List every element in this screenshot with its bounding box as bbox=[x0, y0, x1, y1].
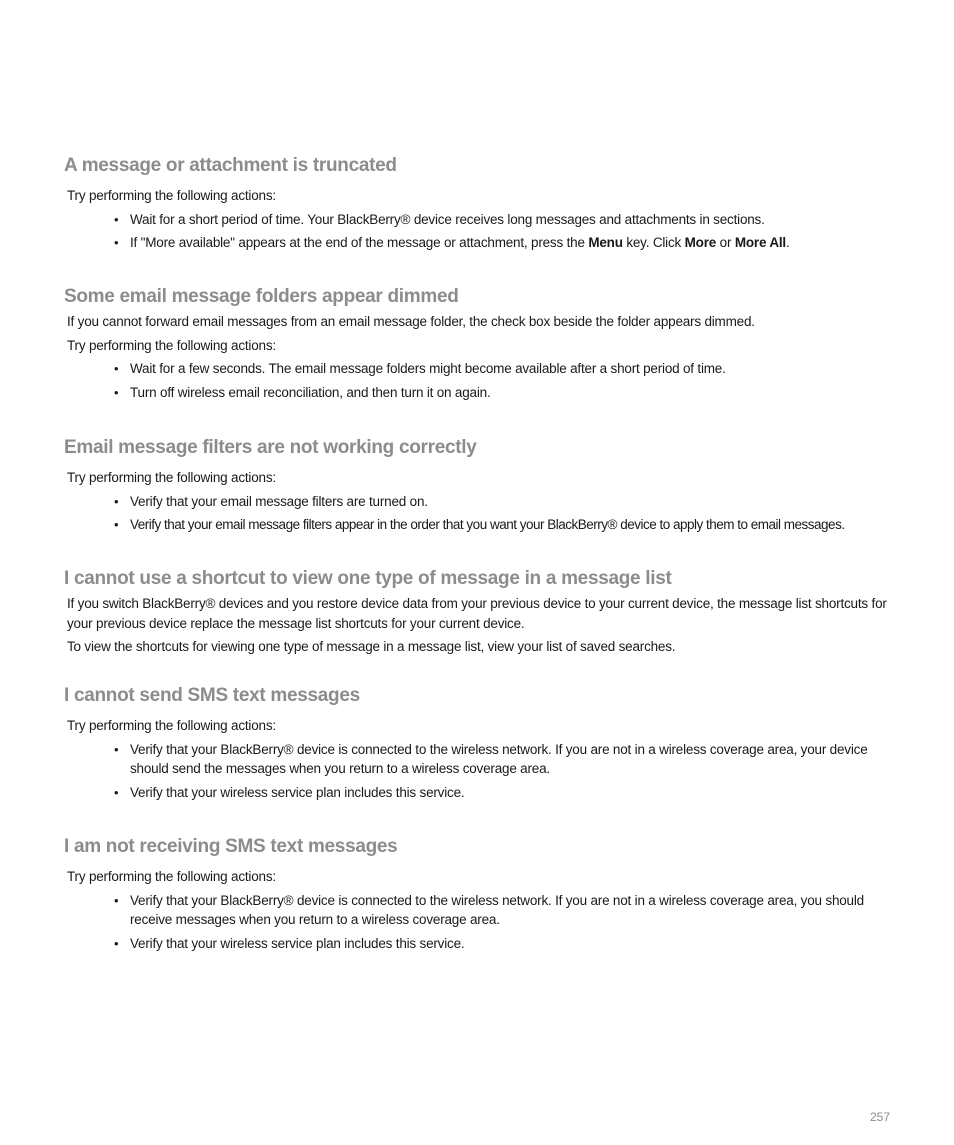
bullet-item: • Verify that your wireless service plan includes this service. bbox=[64, 783, 892, 803]
bullet-item: • Verify that your email message filters are turned on. bbox=[64, 492, 892, 512]
paragraph: Try performing the following actions: bbox=[67, 869, 276, 884]
paragraph: If you switch BlackBerry® devices and you restore device data from your previous device to your current device, the message list shortcuts for your previous device replace the message list shortcuts for your current device. bbox=[67, 596, 887, 631]
section-heading: Some email message folders appear dimmed bbox=[64, 286, 459, 307]
bullet-list bbox=[64, 359, 892, 402]
section-folders-dimmed bbox=[64, 286, 892, 402]
paragraph: Try performing the following actions: bbox=[67, 470, 276, 485]
section-message-truncated bbox=[64, 155, 892, 253]
section-heading: I cannot send SMS text messages bbox=[64, 685, 360, 706]
paragraph: To view the shortcuts for viewing one type of message in a message list, view your list of saved searches. bbox=[67, 639, 676, 654]
menu-key-label: Menu bbox=[588, 235, 623, 250]
paragraph: Try performing the following actions: bbox=[67, 718, 276, 733]
section-heading: A message or attachment is truncated bbox=[64, 155, 397, 176]
bullet-item: • Wait for a few seconds. The email message folders might become available after a short period of time. bbox=[64, 359, 892, 379]
more-all-option-label: More All bbox=[734, 235, 786, 250]
paragraph: Try performing the following actions: bbox=[67, 337, 276, 353]
bullet-list bbox=[64, 492, 892, 535]
section-cannot-send-sms bbox=[64, 685, 892, 802]
bullet-list bbox=[64, 210, 892, 253]
paragraph: If you cannot forward email messages from an email message folder, the check box beside the folder appears dimmed. bbox=[67, 314, 755, 329]
more-option-label: More bbox=[684, 235, 717, 250]
bullet-item: • Verify that your BlackBerry® device is connected to the wireless network. If you are not in a wireless coverage area, you should receive messages when you return to a wireless coverage area. bbox=[64, 891, 892, 930]
bullet-item: • Verify that your wireless service plan includes this service. bbox=[64, 934, 892, 954]
section-not-receiving-sms bbox=[64, 836, 892, 953]
bullet-list bbox=[64, 740, 892, 803]
bullet-item: • Turn off wireless email reconciliation, and then turn it on again. bbox=[64, 383, 892, 403]
paragraph: Try performing the following actions: bbox=[67, 188, 276, 203]
bullet-item: • If "More available" appears at the end of the message or attachment, press the Menu key. Click More or More All. bbox=[64, 233, 892, 253]
section-heading: Email message filters are not working correctly bbox=[64, 437, 477, 458]
page-number: 257 bbox=[869, 1110, 890, 1124]
bullet-item: • Verify that your email message filters appear in the order that you want your BlackBerry® device to apply them to email messages. bbox=[64, 515, 892, 535]
bullet-item: • Verify that your BlackBerry® device is connected to the wireless network. If you are not in a wireless coverage area, your device should send the messages when you return to a wireless coverage area. bbox=[64, 740, 892, 779]
section-filters-not-working bbox=[64, 437, 892, 535]
section-shortcut-message-list bbox=[64, 568, 892, 657]
bullet-list bbox=[64, 891, 892, 954]
section-heading: I cannot use a shortcut to view one type of message in a message list bbox=[64, 568, 672, 589]
bullet-item: • Wait for a short period of time. Your BlackBerry® device receives long messages and attachments in sections. bbox=[64, 210, 892, 230]
section-heading: I am not receiving SMS text messages bbox=[64, 836, 398, 857]
